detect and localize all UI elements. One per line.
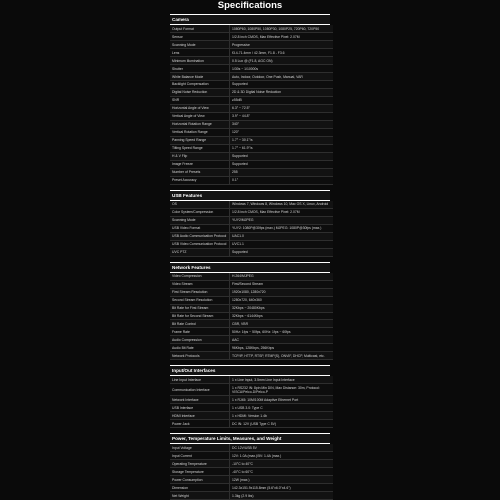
spec-value: 255 [230,168,334,176]
spec-row [170,128,333,136]
spec-row [170,88,333,96]
section-header: USB Features [170,190,330,201]
spec-value: 1 x RS232 IN: 8pin Min DIN, Max Distance: 30m, Protocol: VISCA/Pelco-D/Pelco-P [230,384,334,396]
spec-row [170,460,333,468]
spec-row [170,420,333,428]
spec-section [170,14,330,185]
spec-value: CBR, VBR [230,320,334,328]
spec-label: Input Voltage [170,444,230,451]
spec-row [170,476,333,484]
spec-value: 1/30s ~ 1/10000s [230,64,334,72]
spec-row [170,232,333,240]
spec-row [170,168,333,176]
spec-value: DC IN: 12V (USB Type C 5V) [230,420,334,428]
spec-row [170,384,333,396]
spec-value: First/Second Stream [230,280,334,288]
spec-row [170,64,333,72]
spec-label: Number of Presets [170,168,230,176]
spec-value: 1280x720, 640x360 [230,296,334,304]
spec-row [170,240,333,248]
spec-row [170,201,333,208]
spec-label: Storage Temperature [170,468,230,476]
spec-label: Power Jack [170,420,230,428]
spec-value: Supported [230,160,334,168]
spec-row [170,492,333,500]
spec-value: Auto, Indoor, Outdoor, One Push, Manual, VAR [230,72,334,80]
spec-row [170,452,333,460]
spec-label: Frame Rate [170,328,230,336]
spec-value: 12V: 1.0A (max.)/5V: 1.4A (max.) [230,452,334,460]
spec-value: 32Kbps ~ 20480Kbps [230,304,334,312]
spec-row [170,25,333,32]
spec-value: 0.1° [230,176,334,184]
spec-value: AAC [230,336,334,344]
spec-label: Image Freeze [170,160,230,168]
spec-value: 142.3x151.9x115.8mm (5.6"x6.0"x4.6") [230,484,334,492]
spec-value: Supported [230,152,334,160]
spec-value: 96Kbps, 128Kbps, 256Kbps [230,344,334,352]
spec-sheet [170,14,330,500]
spec-label: Color System/Compression [170,208,230,216]
spec-value: YUY2: 1080P@30fps (max.) MJPEG: 1080P@30fps (max.) [230,224,334,232]
spec-label: Output Format [170,25,230,32]
spec-value: 32Kbps ~ 6144Kbps [230,312,334,320]
spec-label: Network Interface [170,396,230,404]
spec-row [170,136,333,144]
spec-value: 1.7° ~ 61.9°/s [230,144,334,152]
spec-value: UAC1.0 [230,232,334,240]
spec-table [170,201,333,257]
spec-label: Network Protocols [170,352,230,360]
spec-label: Video Compression [170,273,230,280]
spec-label: Backlight Compensation [170,80,230,88]
section-header: Network Features [170,262,330,273]
spec-label: Bit Rate for Second Stream [170,312,230,320]
spec-row [170,160,333,168]
spec-section [170,262,330,361]
spec-label: Lens [170,48,230,56]
spec-label: Second Stream Resolution [170,296,230,304]
spec-label: Tilting Speed Range [170,144,230,152]
spec-label: Sensor [170,32,230,40]
spec-value: 0.5 Lux @ (F1.8, AGC ON) [230,56,334,64]
section-header: Power, Temperature Limits, Measures, and Weight [170,433,330,444]
spec-label: H & V Flip [170,152,230,160]
spec-label: Horizontal Rotation Range [170,120,230,128]
spec-label: Audio Bit Rate [170,344,230,352]
spec-row [170,320,333,328]
spec-label: Digital Noise Reduction [170,88,230,96]
spec-value: 2D & 3D Digital Noise Reduction [230,88,334,96]
spec-row [170,484,333,492]
spec-label: USB Interface [170,404,230,412]
spec-value: -10°C to 40°C [230,460,334,468]
spec-value: 1/2.8 inch CMOS, Max Effective Pixel: 2.07M [230,32,334,40]
spec-row [170,248,333,256]
spec-value: 340° [230,120,334,128]
spec-row [170,104,333,112]
spec-row [170,280,333,288]
spec-value: 1080P60, 1080P50, 1080P30, 1080P25, 720P60, 720P50 [230,25,334,32]
spec-value: 1/2.8 inch CMOS, Max Effective Pixel: 2.07M [230,208,334,216]
spec-value: Supported [230,80,334,88]
spec-label: Horizontal Angle of View [170,104,230,112]
spec-row [170,273,333,280]
spec-row [170,352,333,360]
spec-label: Scanning Mode [170,216,230,224]
spec-value: 6.3° ~ 72.5° [230,104,334,112]
spec-label: SNR [170,96,230,104]
spec-table [170,444,333,500]
spec-table [170,376,333,428]
spec-row [170,288,333,296]
spec-label: Scanning Mode [170,40,230,48]
spec-label: Video Stream [170,280,230,288]
spec-label: Shutter [170,64,230,72]
spec-value: 1920x1080, 1280x720 [230,288,334,296]
spec-label: USB Audio Communication Protocol [170,232,230,240]
spec-row [170,144,333,152]
spec-section [170,190,330,257]
spec-value: 50Hz: 1fps ~ 50fps, 60Hz: 1fps ~ 60fps [230,328,334,336]
spec-row [170,224,333,232]
spec-label: HDMI Interface [170,412,230,420]
spec-value: 1 x USB 3.0: Type C [230,404,334,412]
spec-value: Progressive [230,40,334,48]
spec-row [170,112,333,120]
spec-label: Panning Speed Range [170,136,230,144]
spec-value: -40°C to 60°C [230,468,334,476]
spec-label: Dimension [170,484,230,492]
spec-value: UVC1.1 [230,240,334,248]
spec-label: Communication Interface [170,384,230,396]
spec-label: Input Current [170,452,230,460]
spec-section [170,433,330,500]
spec-value: 120° [230,128,334,136]
spec-row [170,344,333,352]
section-header: Input/Out Interfaces [170,365,330,376]
spec-value: DC 12V/USB 5V [230,444,334,451]
spec-value: ≥55dB [230,96,334,104]
spec-label: Minimum Illumination [170,56,230,64]
spec-value: Supported [230,248,334,256]
spec-label: Power Consumption [170,476,230,484]
spec-label: Bit Rate for First Stream [170,304,230,312]
spec-row [170,120,333,128]
spec-row [170,412,333,420]
spec-label: First Stream Resolution [170,288,230,296]
spec-label: Operating Temperature [170,460,230,468]
spec-value: 1 x HDMI: Version 1.4b [230,412,334,420]
spec-row [170,56,333,64]
spec-row [170,296,333,304]
spec-label: Vertical Angle of View [170,112,230,120]
spec-label: Vertical Rotation Range [170,128,230,136]
spec-value: H.264/MJPEG [230,273,334,280]
spec-row [170,444,333,451]
spec-value: 3.9° ~ 44.8° [230,112,334,120]
spec-label: OS [170,201,230,208]
spec-label: UVC PTZ [170,248,230,256]
spec-label: Net Weight [170,492,230,500]
page-title: Specifications [217,0,283,11]
spec-value: 1 x Line Input, 3.5mm Line Input Interface [230,376,334,383]
spec-value: 1.7° ~ 30.1°/s [230,136,334,144]
spec-row [170,396,333,404]
spec-row [170,152,333,160]
spec-value: f3.4-71.4mm / 42.3mm, F1.8 - F3.6 [230,48,334,56]
spec-value: Windows 7, Windows 8, Windows 10, Mac OS X, Linux, Android [230,201,334,208]
spec-row [170,208,333,216]
spec-row [170,376,333,383]
spec-row [170,468,333,476]
spec-label: White Balance Mode [170,72,230,80]
spec-row [170,40,333,48]
spec-row [170,404,333,412]
spec-row [170,80,333,88]
spec-row [170,48,333,56]
spec-label: USB Video Communication Protocol [170,240,230,248]
spec-row [170,312,333,320]
spec-value: TCP/IP, HTTP, RTSP, RTMP(S), ONVIF, DHCP, Multicast, etc. [230,352,334,360]
spec-row [170,96,333,104]
spec-value: YUY2/MJPEG [230,216,334,224]
spec-row [170,216,333,224]
spec-label: USB Video Format [170,224,230,232]
spec-row [170,72,333,80]
spec-section [170,365,330,428]
spec-row [170,176,333,184]
spec-value: 12W (max.) [230,476,334,484]
spec-value: 1.3kg (2.9 lbs) [230,492,334,500]
spec-row [170,336,333,344]
spec-row [170,304,333,312]
spec-label: Audio Compression [170,336,230,344]
spec-label: Bit Rate Control [170,320,230,328]
spec-row [170,32,333,40]
spec-table [170,25,333,185]
spec-label: Preset Accuracy [170,176,230,184]
section-header: Camera [170,14,330,25]
spec-table [170,273,333,361]
spec-label: Line Input Interface [170,376,230,383]
spec-row [170,328,333,336]
spec-value: 1 x RJ45: 10M/100M Adaptive Ethernet Port [230,396,334,404]
